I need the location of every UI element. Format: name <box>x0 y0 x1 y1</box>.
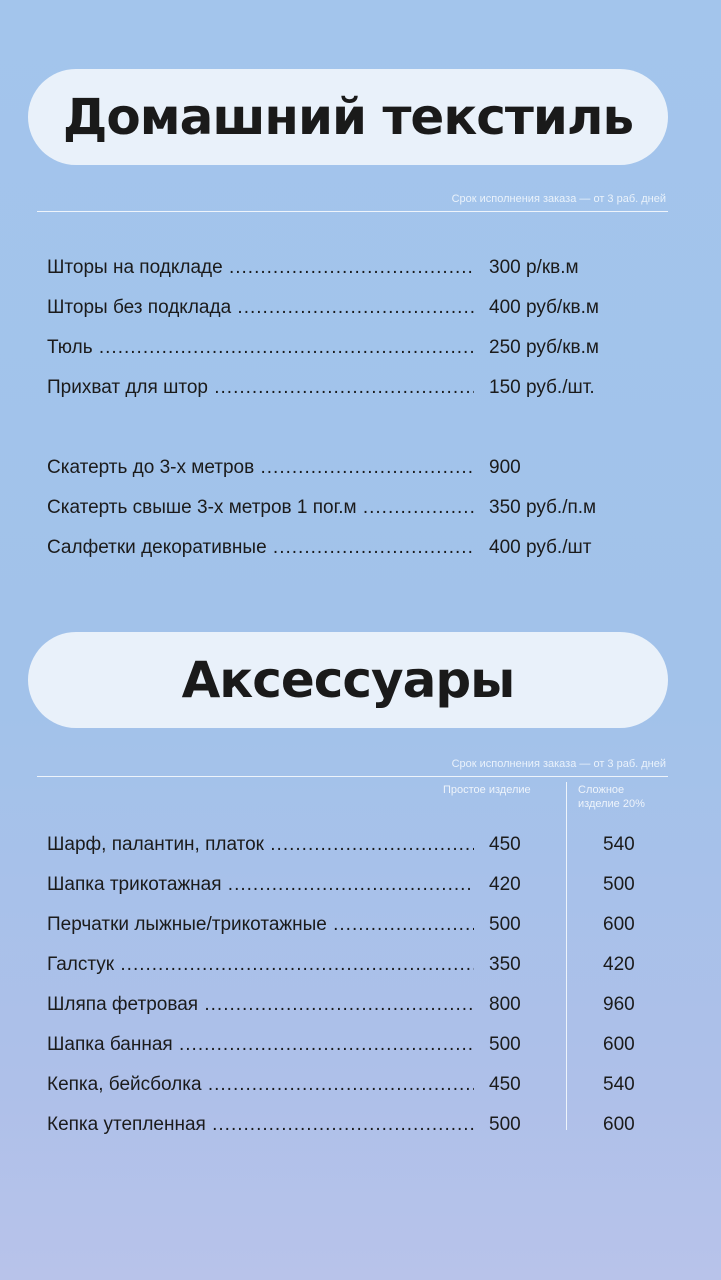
item-price-complex: 600 <box>603 914 635 935</box>
item-name: Шарф, палантин, платок ..... <box>47 831 474 859</box>
item-price-complex: 540 <box>603 1074 635 1095</box>
item-price: 900 <box>489 457 521 478</box>
item-name: Галстук ..... <box>47 951 474 979</box>
item-price-simple: 500 <box>489 1034 521 1055</box>
item-price-complex: 600 <box>603 1034 635 1055</box>
section-title-pill-accessories <box>28 632 668 728</box>
item-price-simple: 500 <box>489 914 521 935</box>
item-price: 400 руб./шт <box>489 537 592 558</box>
item-name: Скатерть до 3-х метров ..... <box>47 454 474 482</box>
item-name: Шторы на подкладе ..... <box>47 254 474 282</box>
item-price-simple: 350 <box>489 954 521 975</box>
item-price-complex: 420 <box>603 954 635 975</box>
item-name: Перчатки лыжные/трикотажные ..... <box>47 911 474 939</box>
item-name: Кепка утепленная ..... <box>47 1111 474 1139</box>
item-price: 300 р/кв.м <box>489 257 579 278</box>
section-title-textile: Домашний текстиль <box>62 88 634 146</box>
item-price-simple: 420 <box>489 874 521 895</box>
divider-textile <box>37 211 668 212</box>
section-title-pill-textile <box>28 69 668 165</box>
item-price-simple: 450 <box>489 834 521 855</box>
item-price: 250 руб/кв.м <box>489 337 599 358</box>
item-name: Тюль ..... <box>47 334 474 362</box>
item-price-complex: 960 <box>603 994 635 1015</box>
item-price: 150 руб./шт. <box>489 377 595 398</box>
item-name: Кепка, бейсболка ..... <box>47 1071 474 1099</box>
item-price: 350 руб./п.м <box>489 497 597 518</box>
item-price-complex: 500 <box>603 874 635 895</box>
item-name: Прихват для штор ..... <box>47 374 474 402</box>
divider-accessories <box>37 776 668 777</box>
item-price-simple: 500 <box>489 1114 521 1135</box>
item-price-complex: 600 <box>603 1114 635 1135</box>
lead-time-note-textile: Срок исполнения заказа — от 3 раб. дней <box>451 193 666 205</box>
item-name: Шапка трикотажная ..... <box>47 871 474 899</box>
column-header-complex: Сложное изделие 20% <box>578 784 645 810</box>
item-name: Шапка банная ..... <box>47 1031 474 1059</box>
column-header-simple: Простое изделие <box>443 784 531 796</box>
column-divider <box>566 782 567 1130</box>
lead-time-note-accessories: Срок исполнения заказа — от 3 раб. дней <box>451 758 666 770</box>
item-name: Салфетки декоративные ..... <box>47 534 474 562</box>
item-price-simple: 800 <box>489 994 521 1015</box>
item-price-complex: 540 <box>603 834 635 855</box>
section-title-accessories: Аксессуары <box>181 651 515 709</box>
item-price: 400 руб/кв.м <box>489 297 599 318</box>
item-name: Скатерть свыше 3-х метров 1 пог.м ..... <box>47 494 474 522</box>
item-name: Шляпа фетровая ..... <box>47 991 474 1019</box>
item-price-simple: 450 <box>489 1074 521 1095</box>
item-name: Шторы без подклада ..... <box>47 294 474 322</box>
